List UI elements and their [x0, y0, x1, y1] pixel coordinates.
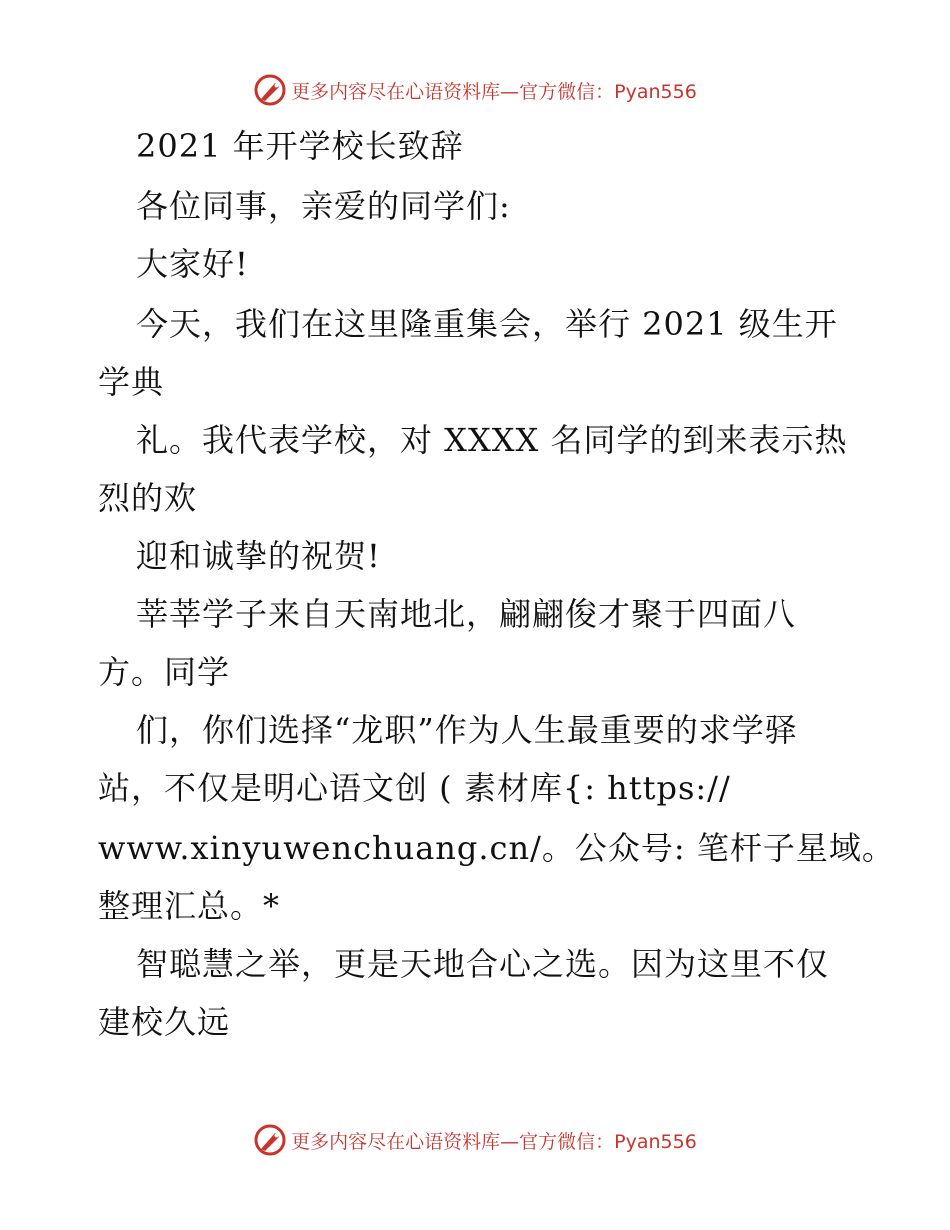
text-line: 今天，我们在这里隆重集会，举行 2021 级生开 [136, 305, 838, 343]
footer-banner [0, 1120, 950, 1160]
text-line: 学典 [98, 363, 165, 401]
greeting-line: 各位同事，亲爱的同学们: [136, 187, 511, 225]
text-line: 智聪慧之举，更是天地合心之选。因为这里不仅 [136, 945, 830, 983]
header-banner [0, 70, 950, 110]
text-line: 站，不仅是明心语文创 ( 素材库{: https:// [98, 769, 731, 807]
text-line: 方。同学 [98, 653, 231, 691]
text-line: www.xinyuwenchuang.cn/。公众号: 笔杆子星域。 [98, 829, 895, 867]
text-line: 莘莘学子来自天南地北，翩翩俊才聚于四面八 [136, 595, 797, 633]
pen-nib-logo-icon [253, 1123, 287, 1157]
text-line: 迎和诚挚的祝贺! [136, 537, 381, 575]
text-line: 建校久远 [98, 1003, 231, 1041]
text-line: 烈的欢 [98, 479, 198, 517]
text-line: 大家好! [136, 245, 249, 283]
pen-nib-logo-icon [253, 73, 287, 107]
document-title: 2021 年开学校长致辞 [136, 127, 464, 165]
banner-text: 更多内容尽在心语资料库—官方微信：Pyan556 [291, 1130, 697, 1153]
banner-text: 更多内容尽在心语资料库—官方微信：Pyan556 [291, 80, 697, 103]
text-line: 礼。我代表学校，对 XXXX 名同学的到来表示热 [136, 421, 848, 459]
text-line: 整理汇总。* [98, 887, 281, 925]
text-line: 们，你们选择“龙职”作为人生最重要的求学驿 [136, 711, 798, 749]
